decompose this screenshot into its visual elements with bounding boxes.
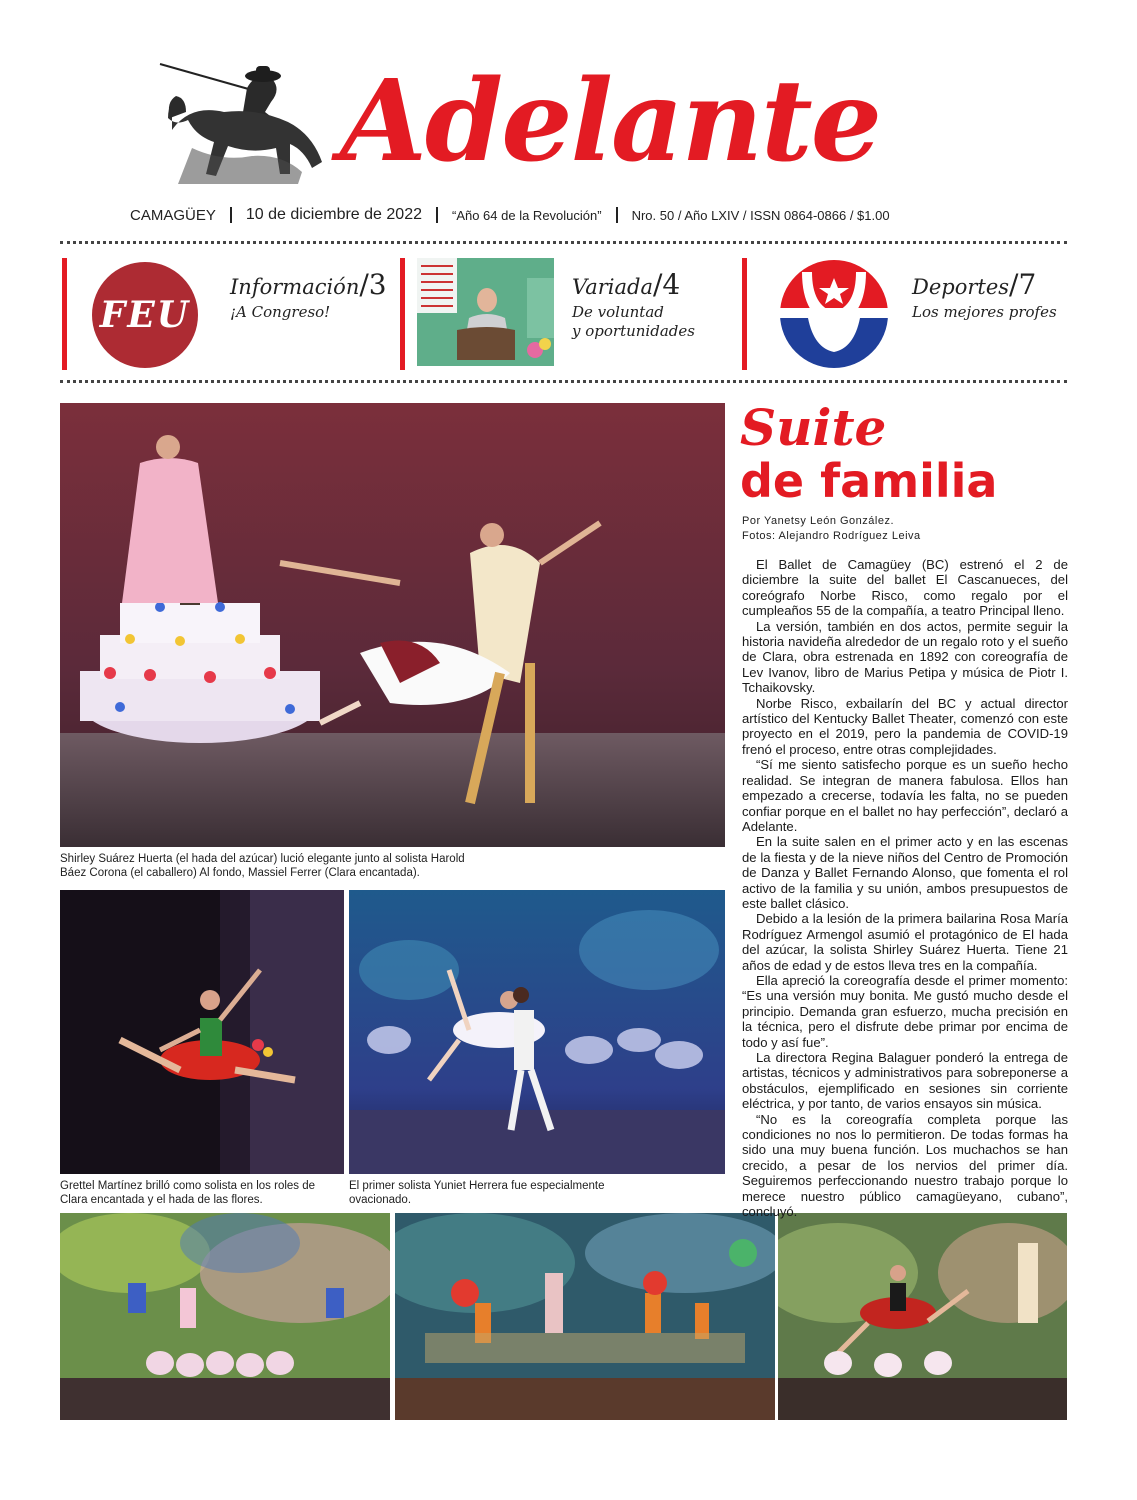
teaser-page: /7 xyxy=(1009,268,1037,301)
article-paragraph: El Ballet de Camagüey (BC) estrenó el 2 de diciembre la suite del ballet El Cascanueces, del coreógrafo Norbe Risco, como regalo por el cumpleaños 55 de la compañía, a teatro Principal lleno. xyxy=(742,557,1068,619)
article-paragraph: La versión, también en dos actos, permite seguir la historia navideña alrededor de un regalo roto y el sueño de Clara, obra estrenada en 1892 con coreografía de Lev Ivanov, libro de Marius Petipa y música de Piotr I. Tchaikovsky. xyxy=(742,618,1068,696)
byline-photos: Fotos: Alejandro Rodríguez Leiva xyxy=(742,530,921,542)
pas-de-deux-photo xyxy=(349,890,725,1174)
teaser-page: /4 xyxy=(653,268,681,301)
teaser-variada[interactable] xyxy=(572,268,695,341)
equestrian-statue-logo xyxy=(152,58,340,188)
masthead-issue: Nro. 50 / Año LXIV / ISSN 0864-0866 / $1.00 xyxy=(631,207,890,223)
article-paragraph: Norbe Risco, exbailarín del BC y actual director artístico del Kentucky Ballet Theater, comenzó con este proyecto en el 2019, pero la pandemia de COVID-19 frenó el proceso, entre otras complejidades. xyxy=(742,695,1068,757)
divider xyxy=(230,207,232,223)
teaser-summary-line: y oportunidades xyxy=(572,322,695,340)
article-paragraph: “Sí me siento satisfecho porque es un sueño hecho realidad. Se integran de manera fabulosa. Ellos han empezado a crecerse, todavía les falta, no se pueden confiar porque en el ballet no hay perfección”, declaró a Adelante. xyxy=(742,757,1068,834)
divider xyxy=(616,207,618,223)
byline-author: Por Yanetsy León González. xyxy=(742,515,895,527)
teaser-page: /3 xyxy=(359,268,387,301)
article-headline-line2: de familia xyxy=(740,454,998,508)
children-scene-photo xyxy=(60,1213,390,1420)
dotted-separator xyxy=(60,380,1067,383)
teaser-summary-line: De voluntad xyxy=(572,303,664,321)
party-scene-photo xyxy=(395,1213,775,1420)
teaser-informacion[interactable] xyxy=(230,268,387,322)
article-paragraph: Debido a la lesión de la primera bailarina Rosa María Rodríguez Armengol asumió el protagónico de El hada del azúcar, la solista Shirley Suárez Huerta. Tiene 21 años de edad y de estos lleva tres en la compañía. xyxy=(742,911,1068,973)
teaser-section: Variada xyxy=(572,275,653,299)
teaser-summary: ¡A Congreso! xyxy=(230,303,331,321)
teaser-accent-bar xyxy=(62,258,67,370)
soloist-photo-caption: Grettel Martínez brilló como solista en los roles de Clara encantada y el hada de las flores. xyxy=(60,1180,316,1206)
masthead-motto: “Año 64 de la Revolución” xyxy=(451,207,602,223)
teaser-summary: Los mejores profes xyxy=(912,303,1057,321)
teaser-section: Información xyxy=(230,275,360,299)
sports-emblem-icon xyxy=(778,258,890,370)
newspaper-title: Adelante xyxy=(340,56,881,187)
main-photo-caption: Shirley Suárez Huerta (el hada del azúcar) lució elegante junto al solista Harold Báez Corona (el caballero) Al fondo, Massiel Ferrer (Clara encantada). xyxy=(60,853,465,879)
teaser-deportes[interactable] xyxy=(912,268,1057,322)
teaser-photo-variada xyxy=(417,258,554,366)
dotted-separator xyxy=(60,241,1067,244)
teaser-accent-bar xyxy=(742,258,747,370)
masthead-infoline xyxy=(130,203,1010,227)
feu-logo-text: FEU xyxy=(99,294,191,336)
teaser-accent-bar xyxy=(400,258,405,370)
feu-logo xyxy=(92,262,198,368)
article-body xyxy=(742,557,1068,1219)
article-paragraph: “No es la coreografía completa porque las condiciones no nos lo permitieron. De todas formas ha sido una muy buena función. Los muchachos se han crecido, a pesar de los nervios del primer día. Seguiremos perfeccionando nuestro trabajo porque lo merece nuestro público camagüeyano, cubano”, concluyó. xyxy=(742,1111,1068,1220)
divider xyxy=(436,207,438,223)
soloist-jump-photo xyxy=(60,890,344,1174)
article-paragraph: La directora Regina Balaguer ponderó la entrega de artistas, técnicos y administrativos para sobreponerse a obstáculos, ejemplificado en sesiones sin corriente eléctrica, y por tanto, de varios ensayos sin música. xyxy=(742,1050,1068,1112)
masthead-city: CAMAGÜEY xyxy=(130,206,216,224)
article-paragraph: Ella apreció la coreografía desde el primer momento: “Es una versión muy bonita. Me gustó mucho desde el principio. Demanda gran esfuerzo, mucha precisión en la técnica, pero el disfrute debe primar por encima de todo y así fue”. xyxy=(742,972,1068,1050)
flower-dance-photo xyxy=(778,1213,1067,1420)
article-headline-line1: Suite xyxy=(740,398,887,457)
main-ballet-photo xyxy=(60,403,725,847)
pas-de-deux-caption: El primer solista Yuniet Herrera fue especialmente ovacionado. xyxy=(349,1180,605,1206)
teaser-section: Deportes xyxy=(912,275,1010,299)
masthead-date: 10 de diciembre de 2022 xyxy=(245,206,422,223)
article-paragraph: En la suite salen en el primer acto y en las escenas de la fiesta y de la nieve niños del Centro de Promoción de Danza y Ballet Fernando Alonso, que fomenta el rol activo de la familia y su unión, ambos presupuestos de este ballet clásico. xyxy=(742,834,1068,911)
